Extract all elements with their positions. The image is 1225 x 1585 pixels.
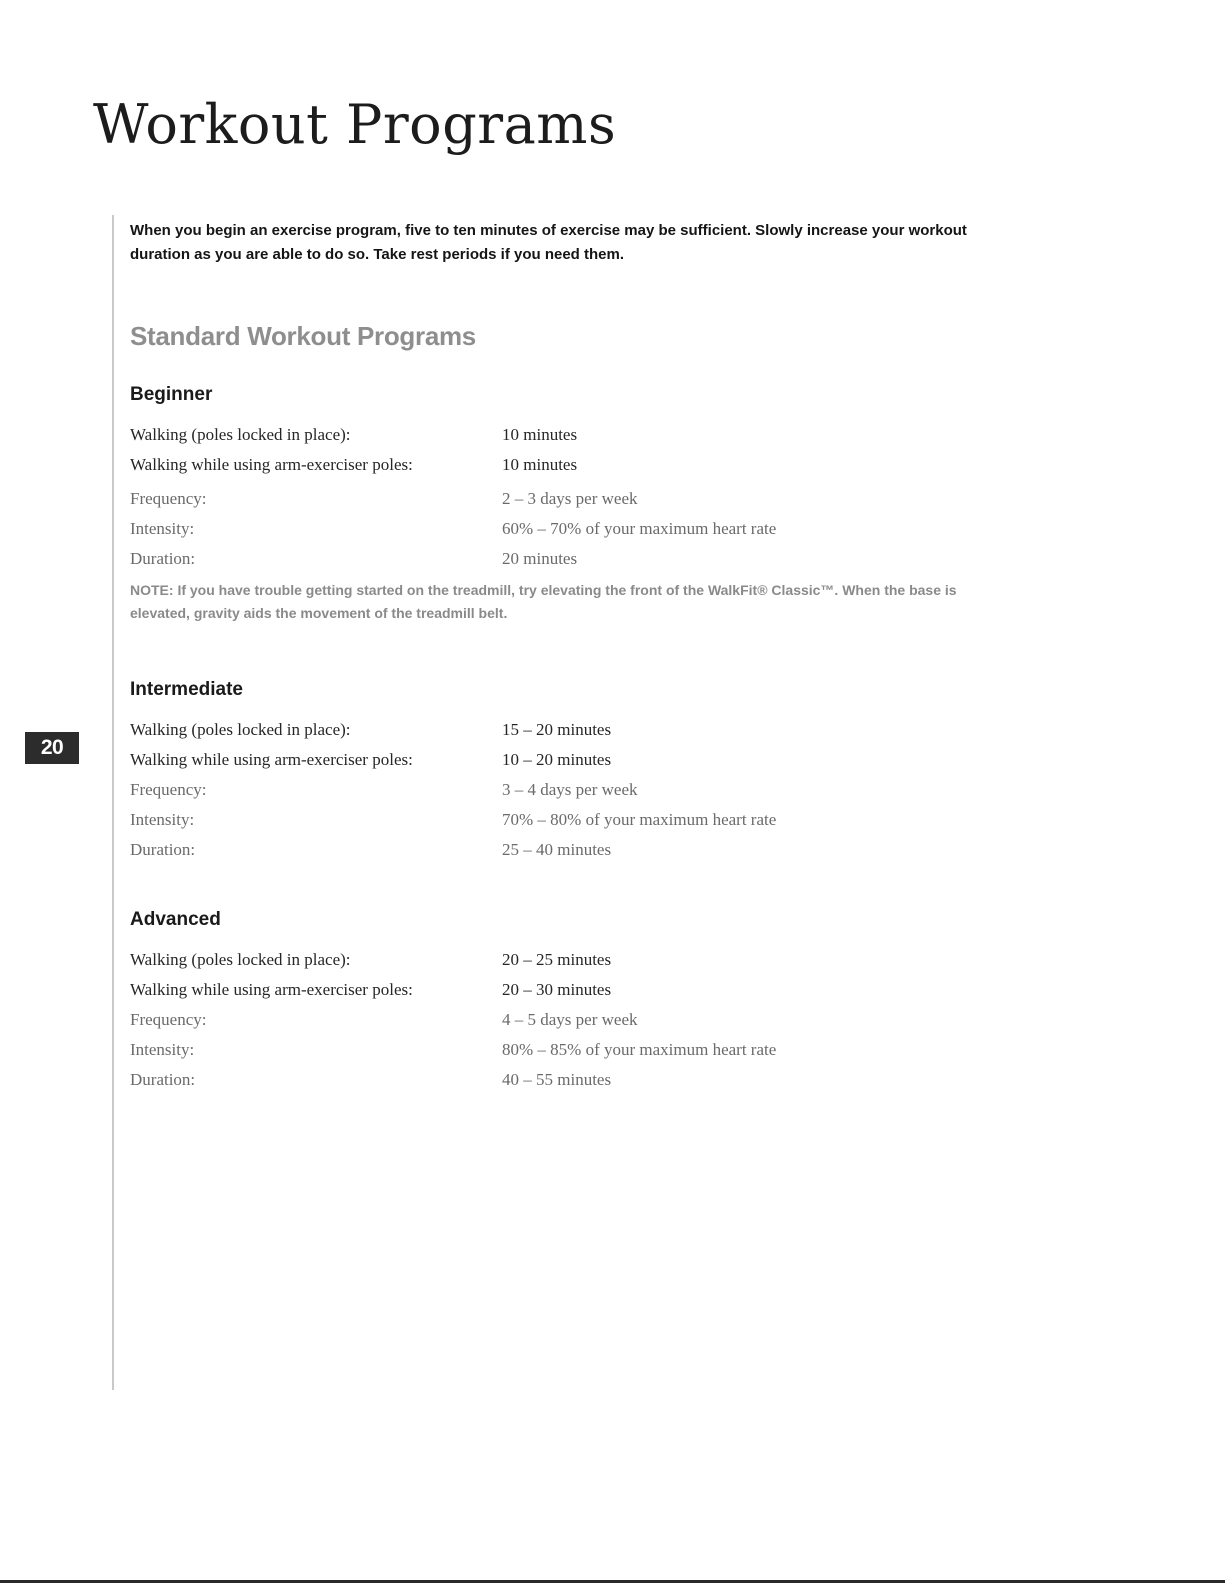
bottom-rule <box>0 1580 1225 1583</box>
intro-paragraph: When you begin an exercise program, five to ten minutes of exercise may be sufficient. Slowly increase your workout duration as you are able to do so. Take rest periods if you need them. <box>130 222 967 263</box>
row-label: Walking (poles locked in place): <box>130 720 351 739</box>
row-value: 3 – 4 days per week <box>502 780 638 799</box>
row-label: Duration: <box>130 549 196 568</box>
row-value: 4 – 5 days per week <box>502 1010 638 1029</box>
intermediate-heading: Intermediate <box>130 679 243 700</box>
row-value: 60% – 70% of your maximum heart rate <box>502 519 777 538</box>
treadmill-note: NOTE: If you have trouble getting started on the treadmill, try elevating the front of the WalkFit® Classic™. When the base is elevated, gravity aids the movement of the treadmill belt. <box>130 582 957 621</box>
row-label: Intensity: <box>130 1040 195 1059</box>
advanced-row-frequency <box>130 1005 830 1035</box>
row-value: 70% – 80% of your maximum heart rate <box>502 810 777 829</box>
advanced-heading: Advanced <box>130 909 221 930</box>
advanced-row-walking-locked <box>130 945 830 975</box>
intermediate-row-intensity <box>130 805 830 835</box>
row-label: Walking (poles locked in place): <box>130 950 351 969</box>
row-label: Walking while using arm-exerciser poles: <box>130 455 413 474</box>
row-value: 2 – 3 days per week <box>502 489 638 508</box>
advanced-row-walking-poles <box>130 975 830 1005</box>
advanced-row-duration <box>130 1065 830 1095</box>
row-label: Duration: <box>130 1070 196 1089</box>
beginner-row-intensity <box>130 514 830 544</box>
row-label: Frequency: <box>130 489 207 508</box>
advanced-program <box>130 908 830 1095</box>
row-label: Walking while using arm-exerciser poles: <box>130 750 413 769</box>
row-label: Walking (poles locked in place): <box>130 425 351 444</box>
intermediate-row-duration <box>130 835 830 865</box>
row-label: Walking while using arm-exerciser poles: <box>130 980 413 999</box>
row-value: 10 – 20 minutes <box>502 750 612 769</box>
row-value: 80% – 85% of your maximum heart rate <box>502 1040 777 1059</box>
beginner-row-walking-locked <box>130 420 830 450</box>
intermediate-program <box>130 678 830 865</box>
margin-rule <box>112 215 114 1390</box>
beginner-heading: Beginner <box>130 384 213 405</box>
beginner-row-duration <box>130 544 830 574</box>
intermediate-row-walking-poles <box>130 745 830 775</box>
row-value: 20 – 25 minutes <box>502 950 612 969</box>
intermediate-row-walking-locked <box>130 715 830 745</box>
section-title: Standard Workout Programs <box>130 321 476 351</box>
row-value: 15 – 20 minutes <box>502 720 612 739</box>
row-value: 25 – 40 minutes <box>502 840 612 859</box>
row-label: Duration: <box>130 840 196 859</box>
row-label: Frequency: <box>130 1010 207 1029</box>
page-title: Workout Programs <box>93 93 617 156</box>
page-number-badge: 20 <box>25 732 79 764</box>
row-label: Intensity: <box>130 519 195 538</box>
row-value: 20 – 30 minutes <box>502 980 612 999</box>
advanced-row-intensity <box>130 1035 830 1065</box>
row-label: Frequency: <box>130 780 207 799</box>
row-value: 10 minutes <box>502 455 578 474</box>
beginner-row-frequency <box>130 484 830 514</box>
intermediate-row-frequency <box>130 775 830 805</box>
row-value: 20 minutes <box>502 549 578 568</box>
beginner-row-walking-poles <box>130 450 830 480</box>
row-value: 10 minutes <box>502 425 578 444</box>
row-label: Intensity: <box>130 810 195 829</box>
row-value: 40 – 55 minutes <box>502 1070 612 1089</box>
beginner-program <box>130 383 830 574</box>
